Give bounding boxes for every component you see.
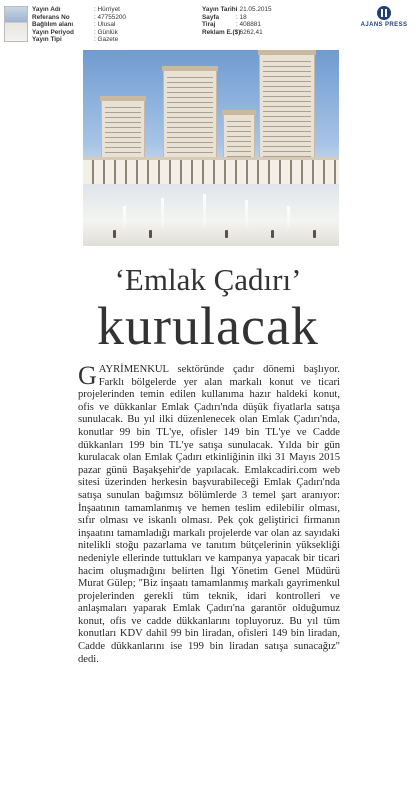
fountain-jet xyxy=(287,206,290,228)
logo-text: AJANS PRESS xyxy=(360,22,408,28)
headline-line-1: ‘Emlak Çadırı’ xyxy=(114,262,302,297)
article-paragraph xyxy=(78,361,340,666)
meta-label: Reklam E.($) xyxy=(202,28,241,36)
meta-row-ad-value xyxy=(202,29,272,37)
meta-value: : 47755200 xyxy=(94,13,126,21)
fountain-jet xyxy=(123,206,126,228)
pedestrian xyxy=(271,230,274,238)
article-body xyxy=(78,361,340,666)
fountain-jet xyxy=(245,200,248,228)
meta-row-page xyxy=(202,14,272,22)
meta-row-period xyxy=(32,29,126,37)
meta-label: Yayın Adı xyxy=(32,6,61,13)
drop-cap: G xyxy=(78,361,97,390)
arcade-building xyxy=(83,157,339,186)
clipping-metadata xyxy=(4,4,412,48)
meta-row-reference xyxy=(32,14,126,22)
headline-line-2: kurulacak xyxy=(97,296,319,356)
meta-value: : Ulusal xyxy=(94,21,116,29)
fountain-jet xyxy=(203,194,206,228)
article-text: AYRİMENKUL sektöründe çadır dönemi başlıyor. Farklı bölgelerde yer alan markalı konut ve ticari projelerinden temin edilen kullanıma hazır haldeki konut, ofis ve dükkanlar Emlak Çadırı'nda düşük fiyatlarla satışa sunulacak. Bu yıl ilki düzenlenecek olan Emlak Çadırı'nda, konutlar 99 bin TL'ye, ofisler 149 bin TL'ye ve Cadde dükkanları 199 bin TL'ye satışa sunulacak. Yılda bir gün kurulacak olan Emlak Çadırı etkinliğinin ilki 31 Mayıs 2015 pazar günü Başakşehir'de yapılacak. Emlakcadiri.com web sitesi üzerinden herkesin başvurabileceği Emlak Çadırı'nda satışa sunulan bağımsız bölümlerde 3 temel şart aranıyor: İnşaatının tamamlanmış ve hemen teslim edilebilir olması, sıfır olması ve iskanlı olması. Pek çok geliştirici firmanın inşaatını tamamladığı markalı projelerde var olan az sayıdaki nitelikli stoğu pazarlama ve tanıtım bütçelerinin yüksekliği nedeniyle ellerinde tuttukları ve kampanya yapacak bir ticari hacim oluşmadığını belirten İlgi Yönetim Genel Müdürü Murat Gülep; "Biz inşaatı tamamlanmış markalı gayrimenkul projelerinden gerekli tüm teknik, idari kontrolleri ve anlaşmaları yaparak Emlak Çadırı'na garantör olduğumuz konut, ofis ve cadde dükkanlarını topluyoruz. Bu yıl tüm konutları KDV dahil 99 bin liradan, ofisleri 149 bin liradan, Cadde dükkanlarını ise 199 bin liradan satışa sunacağız" dedi. xyxy=(78,364,340,665)
fountain-jet xyxy=(161,198,164,228)
article-photo xyxy=(83,50,339,246)
meta-label: Yayın Tarihi xyxy=(202,6,238,13)
meta-label: Yayın Periyod xyxy=(32,28,74,36)
pedestrian xyxy=(113,230,116,238)
meta-label: Tiraj xyxy=(202,21,216,29)
meta-value: : Günlük xyxy=(94,28,118,36)
meta-value: : Hürriyet xyxy=(94,6,120,13)
ajans-press-logo-icon xyxy=(377,6,391,20)
meta-row-circulation xyxy=(202,21,272,29)
pedestrian xyxy=(225,230,228,238)
meta-value: : 6262,41 xyxy=(236,28,263,36)
meta-label: Bağlılım alanı xyxy=(32,21,74,29)
meta-row-area xyxy=(32,21,126,29)
meta-value: : 18 xyxy=(236,13,247,21)
pedestrian xyxy=(313,230,316,238)
pedestrian xyxy=(149,230,152,238)
plaza xyxy=(83,184,339,246)
meta-row-date xyxy=(202,6,272,14)
meta-value: : Gazete xyxy=(94,36,119,44)
meta-label: Sayfa xyxy=(202,13,220,21)
ajans-press-logo xyxy=(358,4,410,34)
meta-value: : 21.05.2015 xyxy=(236,6,272,13)
meta-value: : 408881 xyxy=(236,21,261,29)
metadata-left-column xyxy=(32,6,126,44)
metadata-right-column xyxy=(202,6,272,36)
meta-row-type xyxy=(32,36,126,44)
meta-label: Referans No xyxy=(32,13,70,21)
meta-row-publication xyxy=(32,6,126,14)
meta-label: Yayın Tipi xyxy=(32,36,62,44)
page-thumbnail xyxy=(4,6,28,42)
